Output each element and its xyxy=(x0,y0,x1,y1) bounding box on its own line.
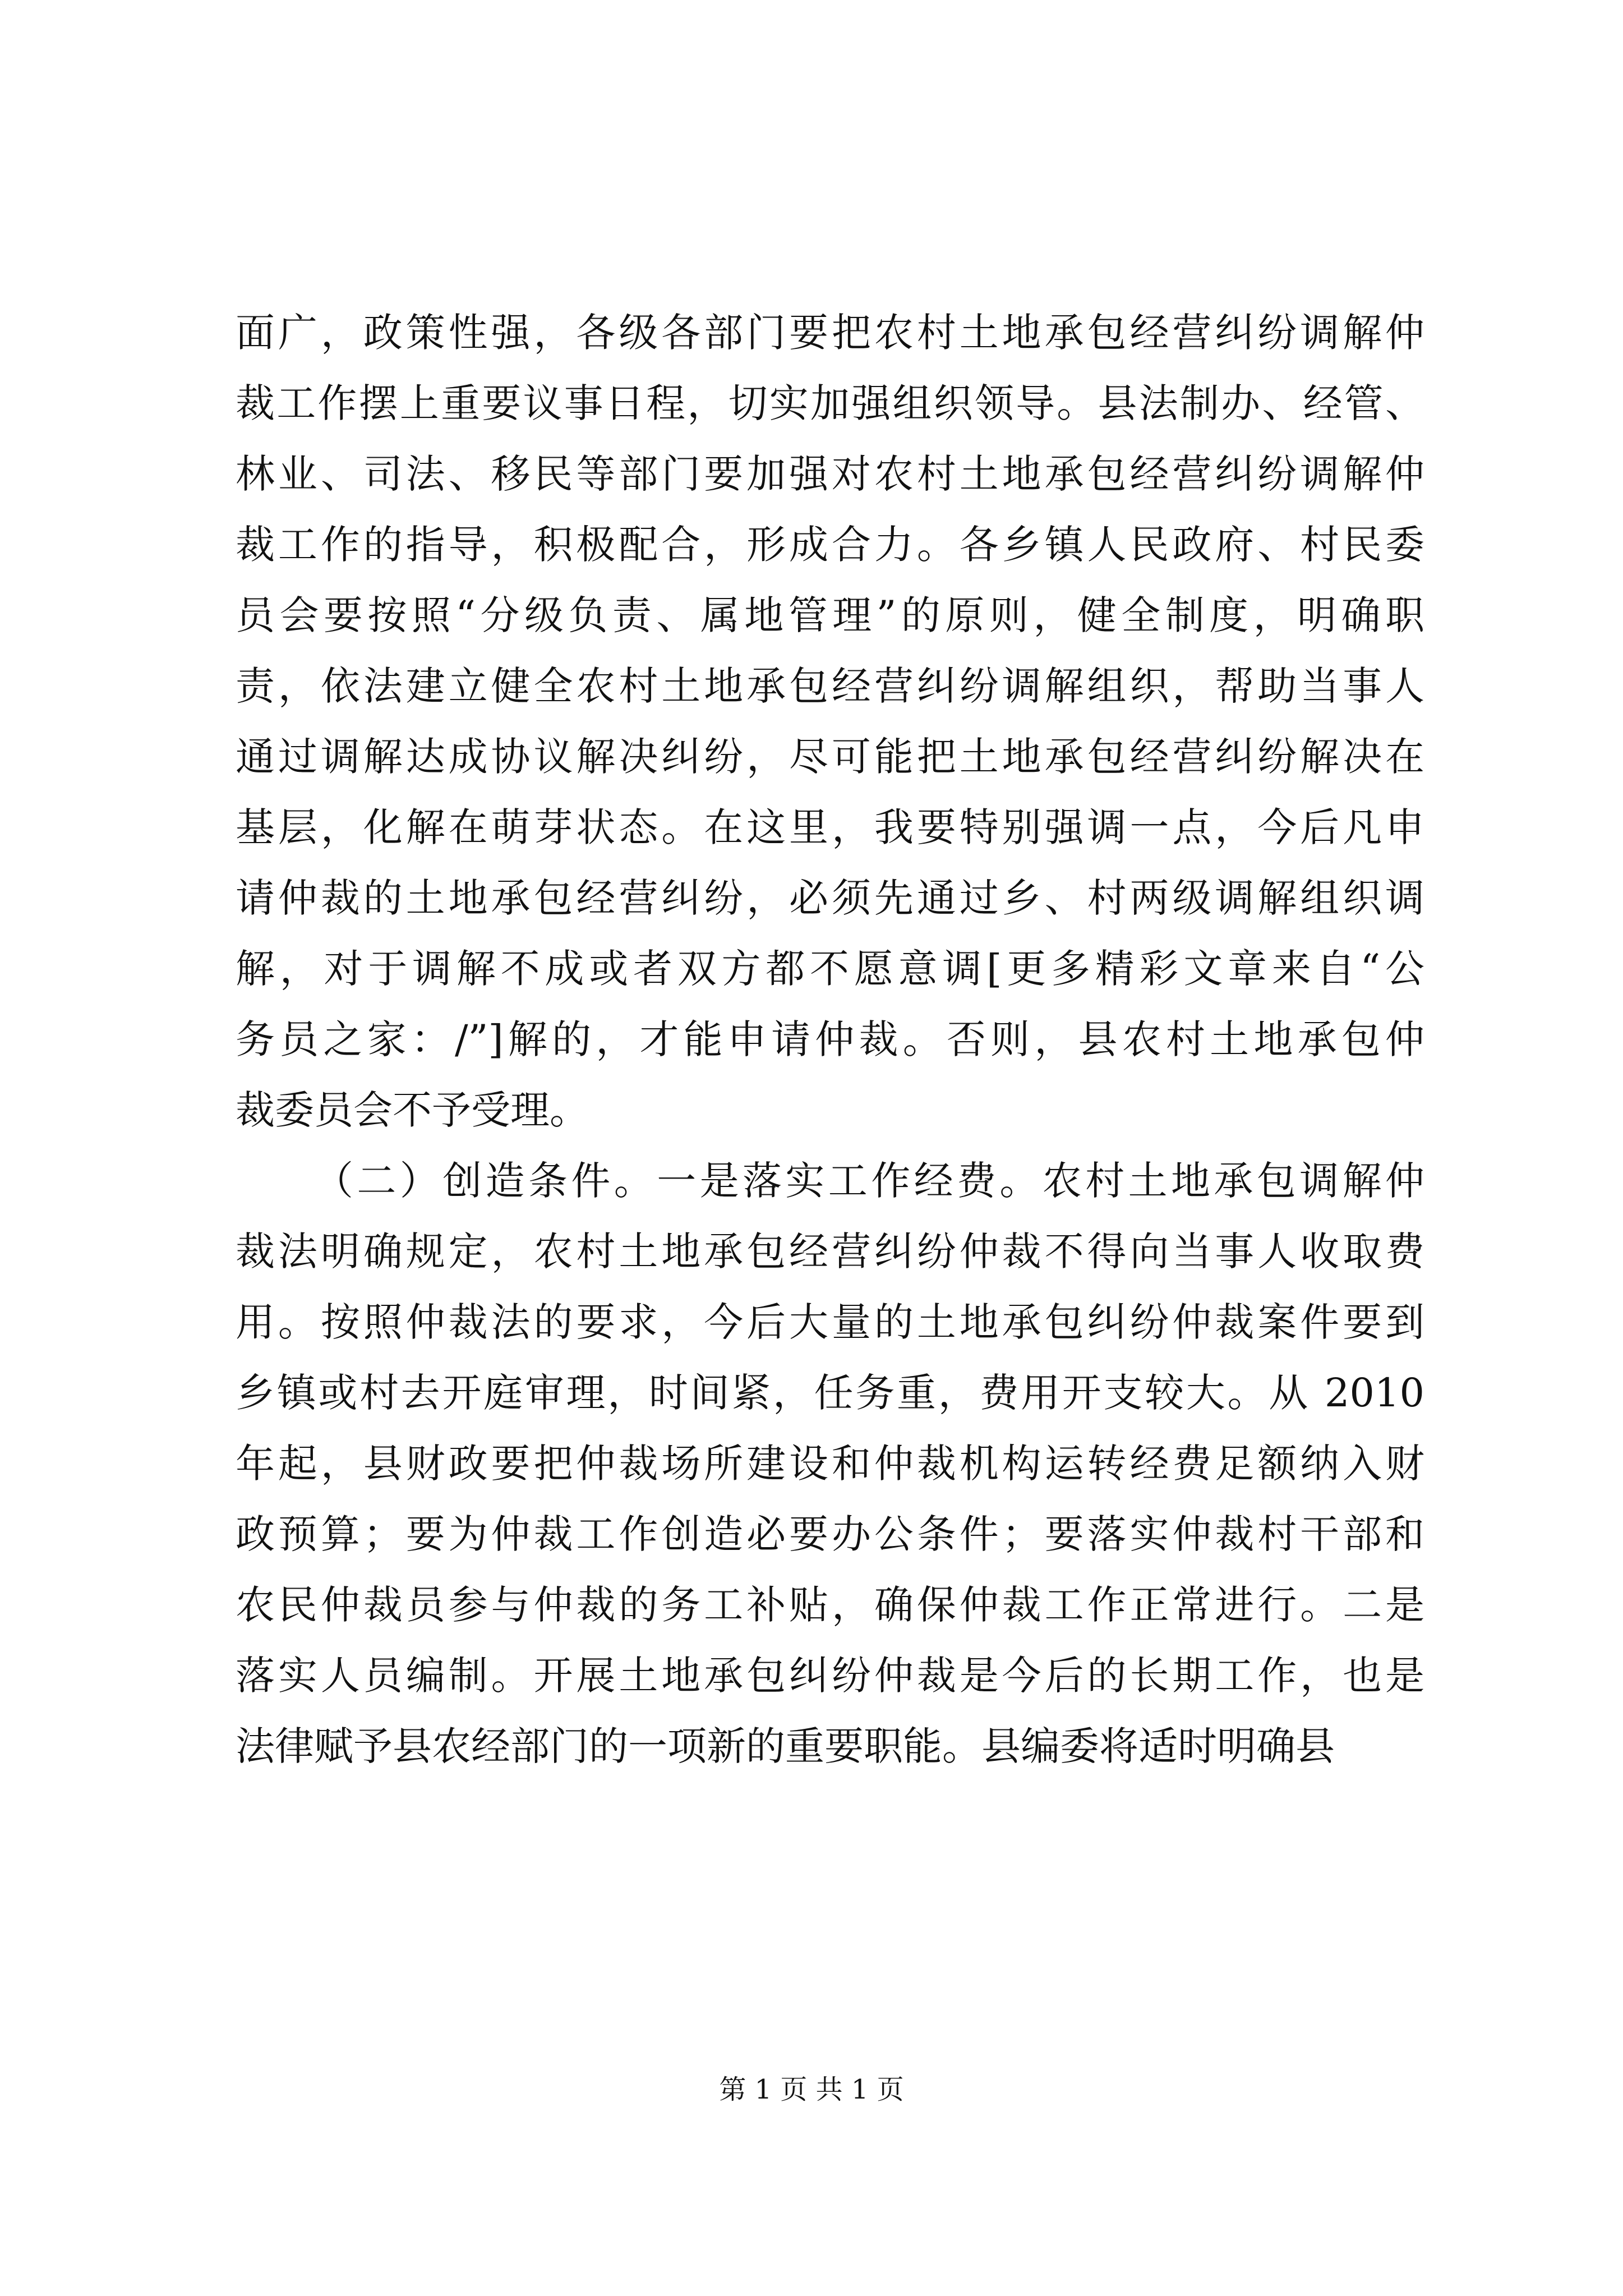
text-line: 农民仲裁员参与仲裁的务工补贴，确保仲裁工作正常进行。二是 xyxy=(236,1582,1424,1628)
text-line: 请仲裁的土地承包经营纠纷，必须先通过乡、村两级调解组织调 xyxy=(236,875,1424,921)
text-line: 裁委员会不予受理。 xyxy=(236,1087,589,1133)
text-line: 法律赋予县农经部门的一项新的重要职能。县编委将适时明确县 xyxy=(236,1723,1335,1769)
text-line: 面广，政策性强，各级各部门要把农村土地承包经营纠纷调解仲 xyxy=(236,310,1424,356)
text-line: 林业、司法、移民等部门要加强对农村土地承包经营纠纷调解仲 xyxy=(236,451,1424,497)
text-line: 基层，化解在萌芽状态。在这里，我要特别强调一点，今后凡申 xyxy=(236,804,1424,850)
text-line: （二）创造条件。一是落实工作经费。农村土地承包调解仲 xyxy=(314,1158,1424,1204)
paragraph xyxy=(236,1145,1424,1782)
text-line: 年起，县财政要把仲裁场所建设和仲裁机构运转经费足额纳入财 xyxy=(236,1441,1424,1487)
document-body xyxy=(236,297,1424,1782)
text-line: 用。按照仲裁法的要求，今后大量的土地承包纠纷仲裁案件要到 xyxy=(236,1299,1424,1345)
text-line: 落实人员编制。开展土地承包纠纷仲裁是今后的长期工作，也是 xyxy=(236,1653,1424,1699)
paragraph xyxy=(236,297,1424,1145)
text-line: 裁工作的指导，积极配合，形成合力。各乡镇人民政府、村民委 xyxy=(236,522,1424,568)
page-footer: 第 1 页 共 1 页 xyxy=(719,2074,904,2105)
text-line: 员会要按照“分级负责、属地管理”的原则，健全制度，明确职 xyxy=(236,592,1424,638)
text-line: 裁工作摆上重要议事日程，切实加强组织领导。县法制办、经管、 xyxy=(236,380,1424,426)
text-line: 政预算；要为仲裁工作创造必要办公条件；要落实仲裁村干部和 xyxy=(236,1511,1424,1557)
text-line: 解，对于调解不成或者双方都不愿意调[更多精彩文章来自“公 xyxy=(236,946,1424,992)
text-line: 务员之家：/”]解的，才能申请仲裁。否则，县农村土地承包仲 xyxy=(236,1016,1424,1062)
text-line: 通过调解达成协议解决纠纷，尽可能把土地承包经营纠纷解决在 xyxy=(236,734,1424,780)
text-line: 责，依法建立健全农村土地承包经营纠纷调解组织，帮助当事人 xyxy=(236,663,1424,709)
text-line: 乡镇或村去开庭审理，时间紧，任务重，费用开支较大。从 2010 xyxy=(236,1370,1424,1416)
text-line: 裁法明确规定，农村土地承包经营纠纷仲裁不得向当事人收取费 xyxy=(236,1228,1424,1274)
